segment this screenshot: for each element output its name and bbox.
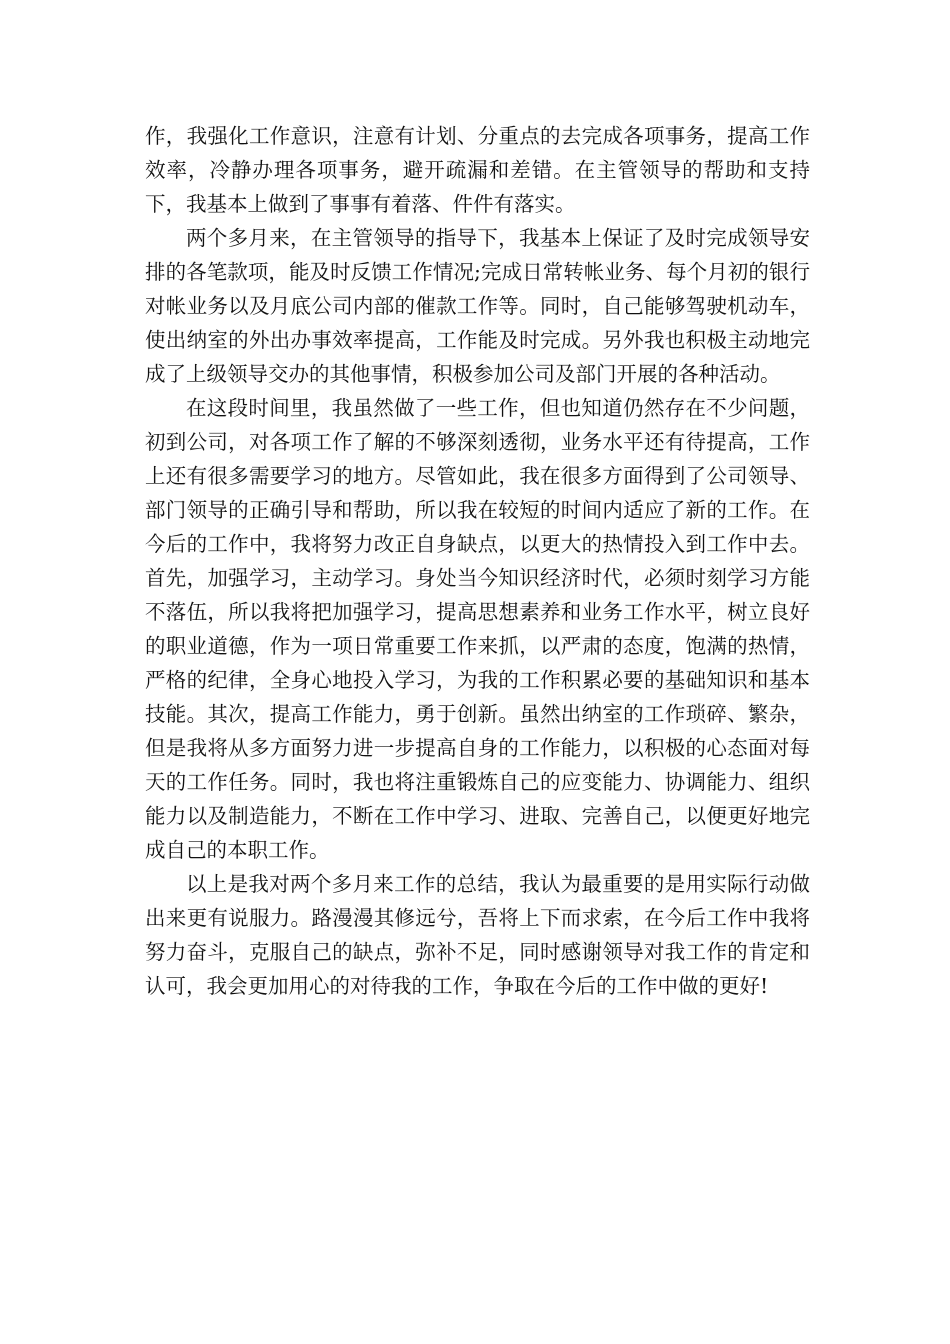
document-body — [145, 119, 810, 1003]
paragraph-problems-and-plans: 在这段时间里，我虽然做了一些工作，但也知道仍然存在不少问题，初到公司，对各项工作了解的不够深刻透彻，业务水平还有待提高，工作上还有很多需要学习的地方。尽管如此，我在很多方面得到了公司领导、部门领导的正确引导和帮助，所以我在较短的时间内适应了新的工作。在今后的工作中，我将努力改正自身缺点，以更大的热情投入到工作中去。首先，加强学习，主动学习。身处当今知识经济时代，必须时刻学习方能不落伍，所以我将把加强学习，提高思想素养和业务工作水平，树立良好的职业道德，作为一项日常重要工作来抓，以严肃的态度，饱满的热情，严格的纪律，全身心地投入学习，为我的工作积累必要的基础知识和基本技能。其次，提高工作能力，勇于创新。虽然出纳室的工作琐碎、繁杂，但是我将从多方面努力进一步提高自身的工作能力，以积极的心态面对每天的工作任务。同时，我也将注重锻炼自己的应变能力、协调能力、组织能力以及制造能力，不断在工作中学习、进取、完善自己，以便更好地完成自己的本职工作。 — [145, 396, 810, 862]
paragraph-conclusion: 以上是我对两个多月来工作的总结，我认为最重要的是用实际行动做出来更有说服力。路漫漫其修远兮，吾将上下而求索，在今后工作中我将努力奋斗，克服自己的缺点，弥补不足，同时感谢领导对我工作的肯定和认可，我会更加用心的对待我的工作，争取在今后的工作中做的更好! — [145, 872, 810, 998]
paragraph-continued: 作，我强化工作意识，注意有计划、分重点的去完成各项事务，提高工作效率，冷静办理各项事务，避开疏漏和差错。在主管领导的帮助和支持下，我基本上做到了事事有着落、件件有落实。 — [145, 124, 810, 216]
paragraph-work-summary: 两个多月来，在主管领导的指导下，我基本上保证了及时完成领导安排的各笔款项，能及时反馈工作情况;完成日常转帐业务、每个月初的银行对帐业务以及月底公司内部的催款工作等。同时，自己能够驾驶机动车，使出纳室的外出办事效率提高，工作能及时完成。另外我也积极主动地完成了上级领导交办的其他事情，积极参加公司及部门开展的各种活动。 — [145, 226, 810, 386]
